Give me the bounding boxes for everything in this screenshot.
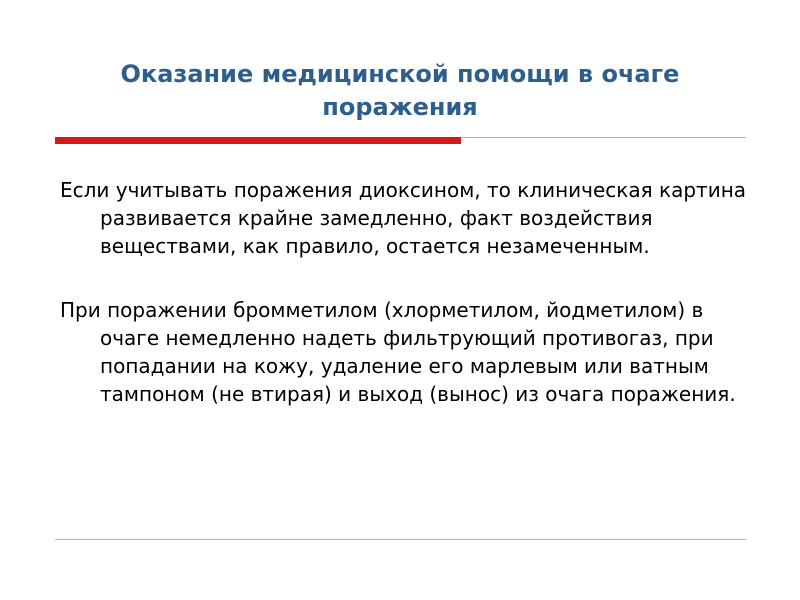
title-underline-accent (55, 137, 461, 144)
paragraph-dioxin: Если учитывать поражения диоксином, то клиническая картина развивается крайне замедленно, факт воздействия веществами, как правило, остается незамеченным. (60, 178, 747, 258)
slide-title: Оказание медицинской помощи в очаге поражения (120, 60, 680, 121)
title-underline-thin (461, 137, 746, 138)
footer-divider (55, 539, 746, 540)
slide-body (60, 176, 750, 408)
paragraph-bromomethyl: При поражении бромметилом (хлорметилом, йодметилом) в очаге немедленно надеть фильтрующий противогаз, при попадании на кожу, удаление его марлевым или ватным тампоном (не втирая) и выход (вынос) из очага поражения. (60, 298, 736, 406)
